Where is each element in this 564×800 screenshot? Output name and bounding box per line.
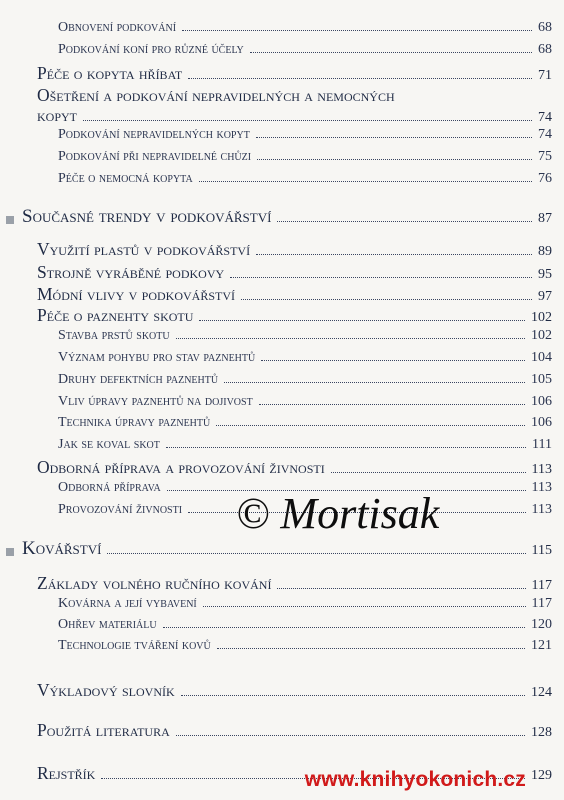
leader-dots xyxy=(230,277,532,278)
toc-title: Péče o nemocná kopyta xyxy=(58,171,193,186)
toc-title: Kovářství xyxy=(22,538,102,559)
page-number: 74 xyxy=(538,110,552,125)
toc-entry xyxy=(58,350,552,366)
toc-title: Kovárna a její vybavení xyxy=(58,596,197,611)
toc-entry xyxy=(37,680,552,701)
toc-entry xyxy=(58,437,552,453)
toc-title: Podkování nepravidelných kopyt xyxy=(58,127,250,142)
leader-dots xyxy=(163,627,525,628)
page-number: 129 xyxy=(531,768,552,783)
page-number: 68 xyxy=(538,20,552,35)
toc-entry xyxy=(37,573,552,594)
leader-dots xyxy=(216,425,525,426)
page-number: 105 xyxy=(531,372,552,387)
toc-title: Technologie tváření kovů xyxy=(58,638,211,653)
leader-dots xyxy=(259,404,525,405)
section-bullet xyxy=(6,216,14,224)
page-number: 89 xyxy=(538,244,552,259)
page-number: 102 xyxy=(531,328,552,343)
page-number: 106 xyxy=(531,415,552,430)
page-number: 121 xyxy=(531,638,552,653)
leader-dots xyxy=(83,120,532,121)
toc-title: Současné trendy v podkovářství xyxy=(22,206,272,227)
page-number: 113 xyxy=(531,462,552,477)
toc-title: Druhy defektních paznehtů xyxy=(58,372,219,387)
page-number: 113 xyxy=(531,480,552,495)
toc-title-line1: Ošetření a podkování nepravidelných a nemocných xyxy=(37,85,395,105)
page-number: 124 xyxy=(531,685,552,700)
toc-title: Podkování koní pro různé účely xyxy=(58,42,244,57)
page-number: 87 xyxy=(538,211,552,226)
toc-entry xyxy=(58,127,552,143)
leader-dots xyxy=(256,254,532,255)
page-number: 104 xyxy=(531,350,552,365)
page-number: 115 xyxy=(531,543,552,558)
leader-dots xyxy=(331,472,526,473)
leader-dots xyxy=(257,159,532,160)
page-number: 113 xyxy=(531,502,552,517)
toc-title: Péče o paznehty skotu xyxy=(37,305,194,325)
leader-dots xyxy=(181,695,525,696)
site-watermark: www.knihyokonich.cz xyxy=(304,768,526,791)
toc-title: Rejstřík xyxy=(37,763,96,783)
toc-title: Jak se koval skot xyxy=(58,437,160,452)
toc-entry xyxy=(37,305,552,326)
toc-entry xyxy=(58,415,552,431)
leader-dots xyxy=(224,382,525,383)
toc-title: Odborná příprava xyxy=(58,480,161,495)
toc-title: Použitá literatura xyxy=(37,720,170,740)
leader-dots xyxy=(256,137,532,138)
page-number: 74 xyxy=(538,127,552,142)
toc-title: kopyt xyxy=(37,105,78,125)
toc-entry xyxy=(37,262,552,283)
toc-title: Technika úpravy paznehtů xyxy=(58,415,211,430)
leader-dots xyxy=(188,78,532,79)
leader-dots xyxy=(217,648,525,649)
page-number: 120 xyxy=(531,617,552,632)
leader-dots xyxy=(277,221,532,222)
toc-entry xyxy=(37,105,552,126)
toc-title: Provozování živnosti xyxy=(58,502,183,517)
toc-entry xyxy=(37,63,552,84)
toc-entry xyxy=(58,372,552,388)
page-number: 117 xyxy=(531,596,552,611)
toc-entry xyxy=(58,638,552,654)
toc-entry xyxy=(58,20,552,36)
leader-dots xyxy=(199,181,532,182)
page-number: 68 xyxy=(538,42,552,57)
toc-entry xyxy=(58,328,552,344)
toc-title: Význam pohybu pro stav paznehtů xyxy=(58,350,256,365)
toc-entry xyxy=(37,720,552,741)
section-bullet xyxy=(6,548,14,556)
page-number: 97 xyxy=(538,289,552,304)
leader-dots xyxy=(203,606,526,607)
toc-entry xyxy=(37,457,552,478)
page-number: 95 xyxy=(538,267,552,282)
page-number: 75 xyxy=(538,149,552,164)
toc-title: Stavba prstů skotu xyxy=(58,328,170,343)
toc-entry xyxy=(58,42,552,58)
leader-dots xyxy=(176,338,525,339)
leader-dots xyxy=(277,588,525,589)
toc-entry xyxy=(58,596,552,612)
page-number: 106 xyxy=(531,394,552,409)
toc-entry xyxy=(58,394,552,410)
toc-entry xyxy=(37,239,552,260)
page-number: 102 xyxy=(531,310,552,325)
toc-title: Ohřev materiálu xyxy=(58,617,157,632)
leader-dots xyxy=(199,320,525,321)
toc-entry xyxy=(58,617,552,633)
toc-title: Módní vlivy v podkovářství xyxy=(37,284,236,304)
toc-section xyxy=(22,538,552,560)
leader-dots xyxy=(176,735,525,736)
toc-title: Podkování při nepravidelné chůzi xyxy=(58,149,252,164)
toc-section xyxy=(22,206,552,228)
toc-title: Péče o kopyta hříbat xyxy=(37,63,183,83)
page-number: 76 xyxy=(538,171,552,186)
toc-entry xyxy=(37,284,552,305)
leader-dots xyxy=(241,299,532,300)
toc-entry xyxy=(58,149,552,165)
toc-title: Výkladový slovník xyxy=(37,680,175,700)
page-number: 128 xyxy=(531,725,552,740)
watermark: © Mortisak xyxy=(236,489,440,538)
toc-title: Strojně vyráběné podkovy xyxy=(37,262,225,282)
page-number: 71 xyxy=(538,68,552,83)
page-number: 111 xyxy=(532,437,552,452)
toc-title: Základy volného ručního kování xyxy=(37,573,272,593)
leader-dots xyxy=(166,447,526,448)
leader-dots xyxy=(182,30,532,31)
toc-title: Odborná příprava a provozování živnosti xyxy=(37,457,325,477)
toc-title: Vliv úpravy paznehtů na dojivost xyxy=(58,394,253,409)
leader-dots xyxy=(107,553,525,554)
leader-dots xyxy=(250,52,532,53)
toc-entry xyxy=(58,171,552,187)
page-number: 117 xyxy=(531,578,552,593)
toc-title: Využití plastů v podkovářství xyxy=(37,239,251,259)
toc-title: Obnovení podkování xyxy=(58,20,177,35)
leader-dots xyxy=(261,360,525,361)
